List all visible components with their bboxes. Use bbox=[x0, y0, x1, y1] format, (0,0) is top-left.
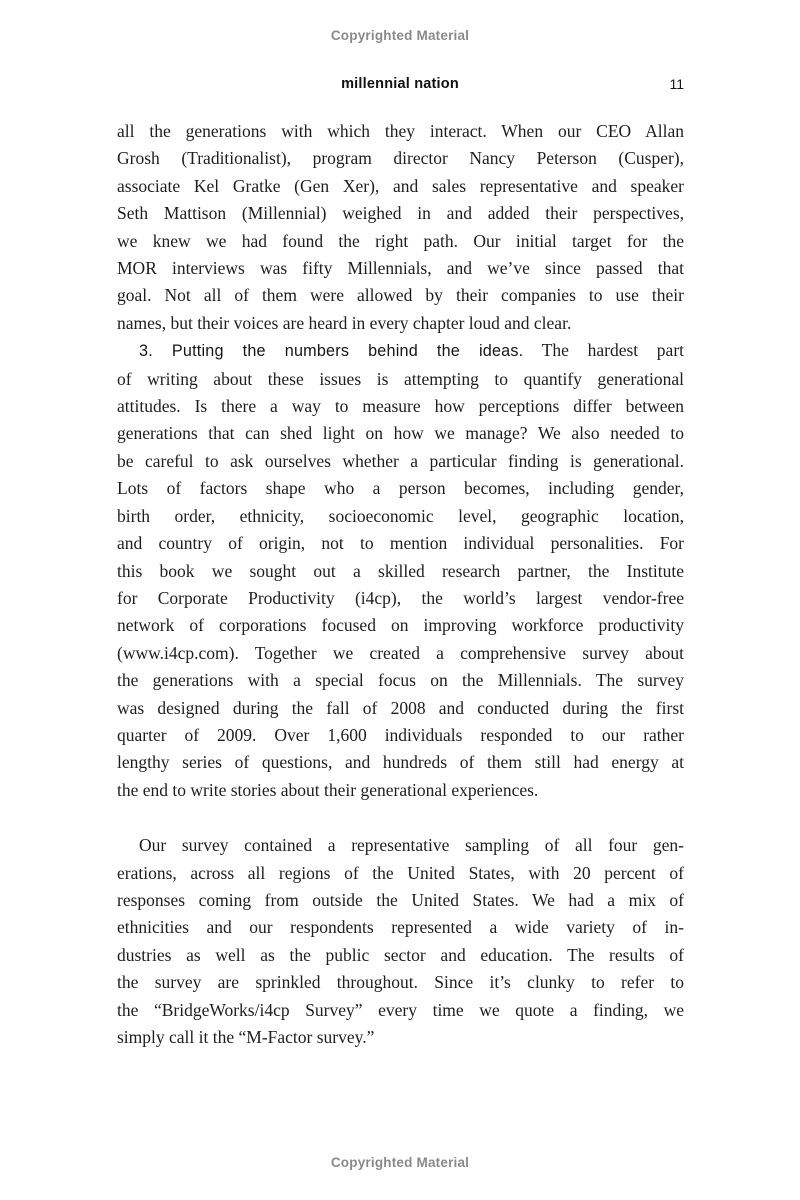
body-line: generations that can shed light on how we manage? We also needed to bbox=[117, 423, 684, 444]
body-line-text: The hardest part bbox=[541, 340, 685, 361]
body-line: we knew we had found the right path. Our initial target for the bbox=[117, 230, 684, 251]
body-line: erations, across all regions of the United States, with 20 percent of bbox=[117, 862, 684, 883]
body-line: names, but their voices are heard in every chapter loud and clear. bbox=[117, 312, 572, 333]
section-runin-heading: 3. Putting the numbers behind the ideas. bbox=[139, 342, 524, 361]
body-line: the end to write stories about their generational experiences. bbox=[117, 779, 539, 800]
body-line: and country of origin, not to mention individual personalities. For bbox=[117, 533, 684, 554]
body-line: associate Kel Gratke (Gen Xer), and sales representative and speaker bbox=[117, 175, 684, 196]
copyright-notice-top: Copyrighted Material bbox=[330, 28, 470, 43]
paragraph-3 bbox=[117, 832, 684, 1051]
running-head-row bbox=[0, 76, 800, 94]
body-line bbox=[117, 337, 684, 365]
body-line: this book we sought out a skilled research partner, the Institute bbox=[117, 560, 684, 581]
page-number: 11 bbox=[669, 76, 684, 92]
body-line: MOR interviews was fifty Millennials, and we’ve since passed that bbox=[117, 258, 684, 279]
paragraph-1 bbox=[117, 118, 684, 337]
body-line: the survey are sprinkled throughout. Since it’s clunky to refer to bbox=[117, 972, 684, 993]
body-line: Lots of factors shape who a person becomes, including gender, bbox=[117, 478, 684, 499]
body-line: (www.i4cp.com). Together we created a comprehensive survey about bbox=[117, 642, 684, 663]
body-line: responses coming from outside the United States. We had a mix of bbox=[117, 889, 684, 910]
paragraph-2 bbox=[117, 337, 684, 804]
body-line: of writing about these issues is attempting to quantify generational bbox=[117, 368, 684, 389]
body-line: Grosh (Traditionalist), program director Nancy Peterson (Cusper), bbox=[117, 148, 684, 169]
body-line: ethnicities and our respondents represented a wide variety of in- bbox=[117, 917, 684, 938]
body-line: the “BridgeWorks/i4cp Survey” every time we quote a finding, we bbox=[117, 999, 684, 1020]
body-text-column bbox=[117, 118, 684, 1051]
body-line: birth order, ethnicity, socioeconomic level, geographic location, bbox=[117, 505, 684, 526]
body-line: the generations with a special focus on the Millennials. The survey bbox=[117, 670, 684, 691]
body-line: Our survey contained a representative sampling of all four gen- bbox=[139, 835, 684, 856]
body-line: lengthy series of questions, and hundreds of them still had energy at bbox=[117, 752, 684, 773]
body-line: attitudes. Is there a way to measure how perceptions differ between bbox=[117, 396, 684, 417]
body-line: network of corporations focused on improving workforce productivity bbox=[117, 615, 684, 636]
body-line: was designed during the fall of 2008 and conducted during the first bbox=[117, 697, 684, 718]
body-line: simply call it the “M-Factor survey.” bbox=[117, 1027, 375, 1047]
body-line: dustries as well as the public sector and education. The results of bbox=[117, 944, 684, 965]
body-line: Seth Mattison (Millennial) weighed in and added their perspectives, bbox=[117, 203, 684, 224]
body-line: be careful to ask ourselves whether a particular finding is generational. bbox=[117, 450, 684, 471]
body-line: all the generations with which they interact. When our CEO Allan bbox=[117, 121, 684, 141]
body-line: quarter of 2009. Over 1,600 individuals responded to our rather bbox=[117, 724, 684, 745]
running-head-title: millennial nation bbox=[341, 76, 459, 92]
copyright-notice-bottom: Copyrighted Material bbox=[330, 1155, 470, 1170]
body-line: for Corporate Productivity (i4cp), the world’s largest vendor-free bbox=[117, 587, 684, 608]
body-line: goal. Not all of them were allowed by their companies to use their bbox=[117, 285, 684, 306]
